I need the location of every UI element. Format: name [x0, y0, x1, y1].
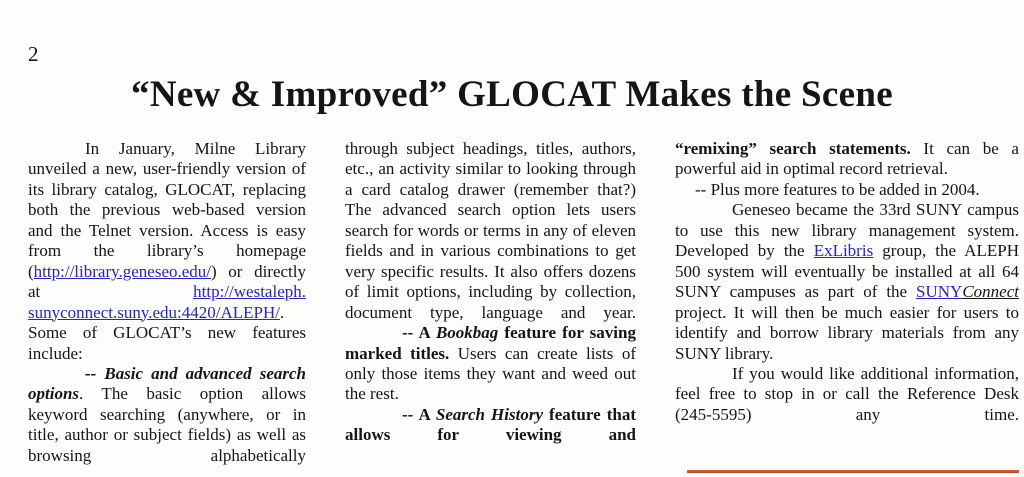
paragraph-geneseo-suny [675, 200, 1019, 364]
text-run-feature-name: -- Basic and advanced search options [28, 363, 306, 404]
text-run: . Some of GLOCAT’s new features include: [28, 302, 306, 363]
text-run-feature-name: Search History [435, 404, 543, 424]
text-run: ) or directly at [28, 261, 306, 302]
paragraph-basic-advanced [28, 364, 306, 466]
article-title: “New & Improved” GLOCAT Makes the Scene [131, 74, 893, 115]
link-sunyconnect[interactable]: SUNY [916, 282, 963, 302]
paragraph-search-history [345, 405, 636, 446]
paragraph-continuation [345, 139, 636, 323]
link-library-geneseo-url[interactable]: http://library.geneseo.edu/ [33, 261, 212, 281]
text-run: through subject headings, titles, authors, etc., an activity similar to looking through a card catalog drawer (remember that?) The advanced search option lets users search for words or terms in any of eleven fields and in various combinations to get very specific results. It also offers dozens of limit options, including by collection, document type, language and year. [345, 139, 636, 322]
text-run: group, the ALEPH 500 system will eventually be installed at all 64 SUNY campuses as part of the [675, 241, 1019, 302]
text-run-feature-name: Bookbag [435, 323, 499, 343]
text-run-bold: feature for saving marked titles. [345, 323, 636, 363]
paragraph-reference-desk [675, 364, 1019, 425]
paragraph-more-features [675, 180, 1019, 200]
text-run: Users can create lists of only those items they want and weed out the rest. [345, 343, 636, 404]
text-column-1 [28, 139, 306, 466]
text-run: If you would like additional information, feel free to stop in or call the Reference Desk (245-5595) any time. [675, 363, 1019, 424]
text-run: In January, Milne Library unveiled a new, user-friendly version of its library catalog, GLOCAT, replacing both the previous web-based version and the Telnet version. Access is easy from the library’s homepage ( [28, 139, 306, 281]
text-run: project. It will then be much easier for users to identify and borrow library materials from any SUNY library. [675, 302, 1019, 363]
text-column-3 [675, 139, 1019, 425]
text-run-bold: feature that allows for viewing and [345, 404, 636, 445]
page-number: 2 [28, 42, 39, 66]
paragraph-bookbag [345, 323, 636, 405]
paragraph-intro [28, 139, 306, 364]
text-run-connect-italic: Connect [962, 282, 1019, 302]
text-run: . The basic option allows keyword searching (anywhere, or in title, author or subject fields) as well as browsing alphabetically [28, 384, 306, 465]
link-exlibris[interactable]: ExLibris [813, 241, 874, 261]
link-westaleph-url[interactable]: http://westaleph. sunyconnect.suny.edu:4420/ALEPH/ [28, 282, 306, 322]
paragraph-remixing [675, 139, 1019, 180]
text-run: Geneseo became the 33rd SUNY campus to use this new library management system. Developed by the [675, 200, 1019, 261]
text-run-bold: “remixing” search statements. [675, 139, 911, 158]
text-run: It can be a powerful aid in optimal record retrieval. [675, 139, 1019, 179]
red-divider-line [687, 470, 1019, 473]
text-run-bold: -- A [402, 323, 436, 343]
text-run: -- Plus more features to be added in 2004. [695, 179, 980, 199]
text-column-2 [345, 139, 636, 446]
text-run-bold: -- A [402, 404, 436, 424]
